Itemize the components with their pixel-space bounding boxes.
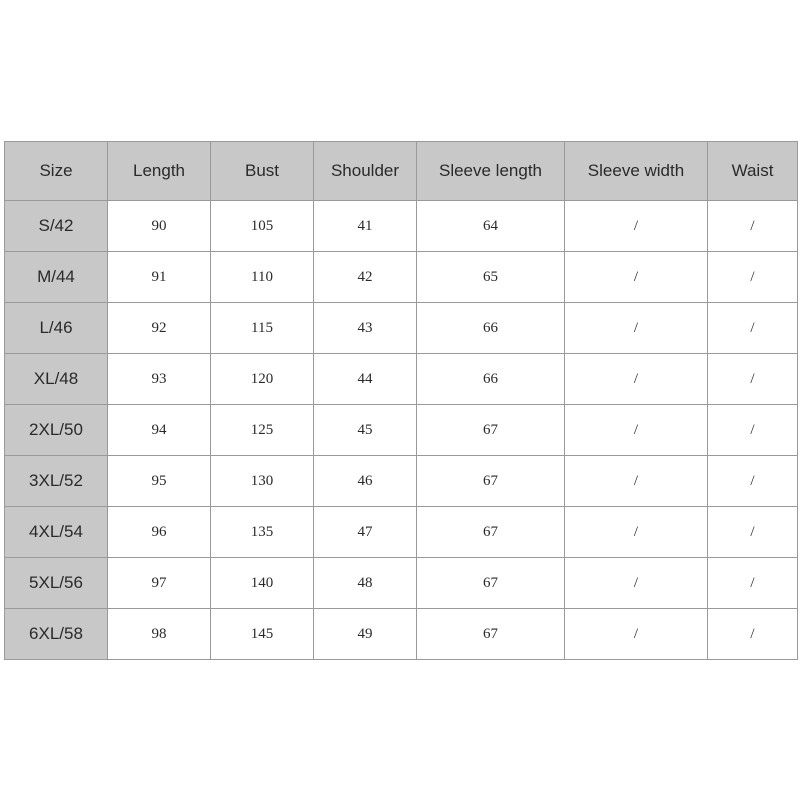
- column-header-shoulder: Shoulder: [314, 142, 417, 201]
- column-header-size: Size: [5, 142, 108, 201]
- sleeve-length-cell: 67: [417, 456, 565, 507]
- bust-cell: 110: [211, 252, 314, 303]
- bust-cell: 145: [211, 609, 314, 660]
- shoulder-cell: 46: [314, 456, 417, 507]
- sleeve-width-cell: /: [565, 303, 708, 354]
- waist-cell: /: [708, 507, 798, 558]
- shoulder-cell: 42: [314, 252, 417, 303]
- waist-cell: /: [708, 558, 798, 609]
- size-label: L/46: [5, 303, 108, 354]
- table-row: [5, 405, 798, 456]
- column-header-length: Length: [108, 142, 211, 201]
- bust-cell: 130: [211, 456, 314, 507]
- length-cell: 92: [108, 303, 211, 354]
- size-label: M/44: [5, 252, 108, 303]
- sleeve-width-cell: /: [565, 354, 708, 405]
- size-chart-body: [5, 201, 798, 660]
- shoulder-cell: 48: [314, 558, 417, 609]
- shoulder-cell: 41: [314, 201, 417, 252]
- sleeve-length-cell: 66: [417, 303, 565, 354]
- bust-cell: 140: [211, 558, 314, 609]
- size-label: 6XL/58: [5, 609, 108, 660]
- length-cell: 96: [108, 507, 211, 558]
- shoulder-cell: 44: [314, 354, 417, 405]
- sleeve-length-cell: 65: [417, 252, 565, 303]
- table-row: [5, 354, 798, 405]
- table-row: [5, 456, 798, 507]
- sleeve-width-cell: /: [565, 405, 708, 456]
- sleeve-length-cell: 67: [417, 558, 565, 609]
- length-cell: 95: [108, 456, 211, 507]
- length-cell: 90: [108, 201, 211, 252]
- shoulder-cell: 43: [314, 303, 417, 354]
- size-label: 4XL/54: [5, 507, 108, 558]
- shoulder-cell: 47: [314, 507, 417, 558]
- waist-cell: /: [708, 201, 798, 252]
- size-label: 2XL/50: [5, 405, 108, 456]
- header-row: [5, 142, 798, 201]
- size-label: 5XL/56: [5, 558, 108, 609]
- sleeve-length-cell: 66: [417, 354, 565, 405]
- table-row: [5, 303, 798, 354]
- column-header-waist: Waist: [708, 142, 798, 201]
- waist-cell: /: [708, 303, 798, 354]
- size-label: XL/48: [5, 354, 108, 405]
- length-cell: 94: [108, 405, 211, 456]
- column-header-sleeve-length: Sleeve length: [417, 142, 565, 201]
- waist-cell: /: [708, 456, 798, 507]
- sleeve-width-cell: /: [565, 456, 708, 507]
- sleeve-width-cell: /: [565, 507, 708, 558]
- length-cell: 91: [108, 252, 211, 303]
- sleeve-width-cell: /: [565, 609, 708, 660]
- waist-cell: /: [708, 252, 798, 303]
- sleeve-length-cell: 64: [417, 201, 565, 252]
- table-row: [5, 558, 798, 609]
- table-row: [5, 507, 798, 558]
- column-header-sleeve-width: Sleeve width: [565, 142, 708, 201]
- size-chart-table: [4, 141, 798, 660]
- table-row: [5, 609, 798, 660]
- shoulder-cell: 49: [314, 609, 417, 660]
- length-cell: 93: [108, 354, 211, 405]
- table-row: [5, 252, 798, 303]
- length-cell: 98: [108, 609, 211, 660]
- sleeve-width-cell: /: [565, 252, 708, 303]
- bust-cell: 135: [211, 507, 314, 558]
- bust-cell: 125: [211, 405, 314, 456]
- sleeve-length-cell: 67: [417, 405, 565, 456]
- waist-cell: /: [708, 609, 798, 660]
- sleeve-length-cell: 67: [417, 609, 565, 660]
- size-label: S/42: [5, 201, 108, 252]
- length-cell: 97: [108, 558, 211, 609]
- bust-cell: 120: [211, 354, 314, 405]
- column-header-bust: Bust: [211, 142, 314, 201]
- sleeve-width-cell: /: [565, 201, 708, 252]
- waist-cell: /: [708, 405, 798, 456]
- waist-cell: /: [708, 354, 798, 405]
- sleeve-width-cell: /: [565, 558, 708, 609]
- sleeve-length-cell: 67: [417, 507, 565, 558]
- bust-cell: 105: [211, 201, 314, 252]
- shoulder-cell: 45: [314, 405, 417, 456]
- table-row: [5, 201, 798, 252]
- bust-cell: 115: [211, 303, 314, 354]
- size-label: 3XL/52: [5, 456, 108, 507]
